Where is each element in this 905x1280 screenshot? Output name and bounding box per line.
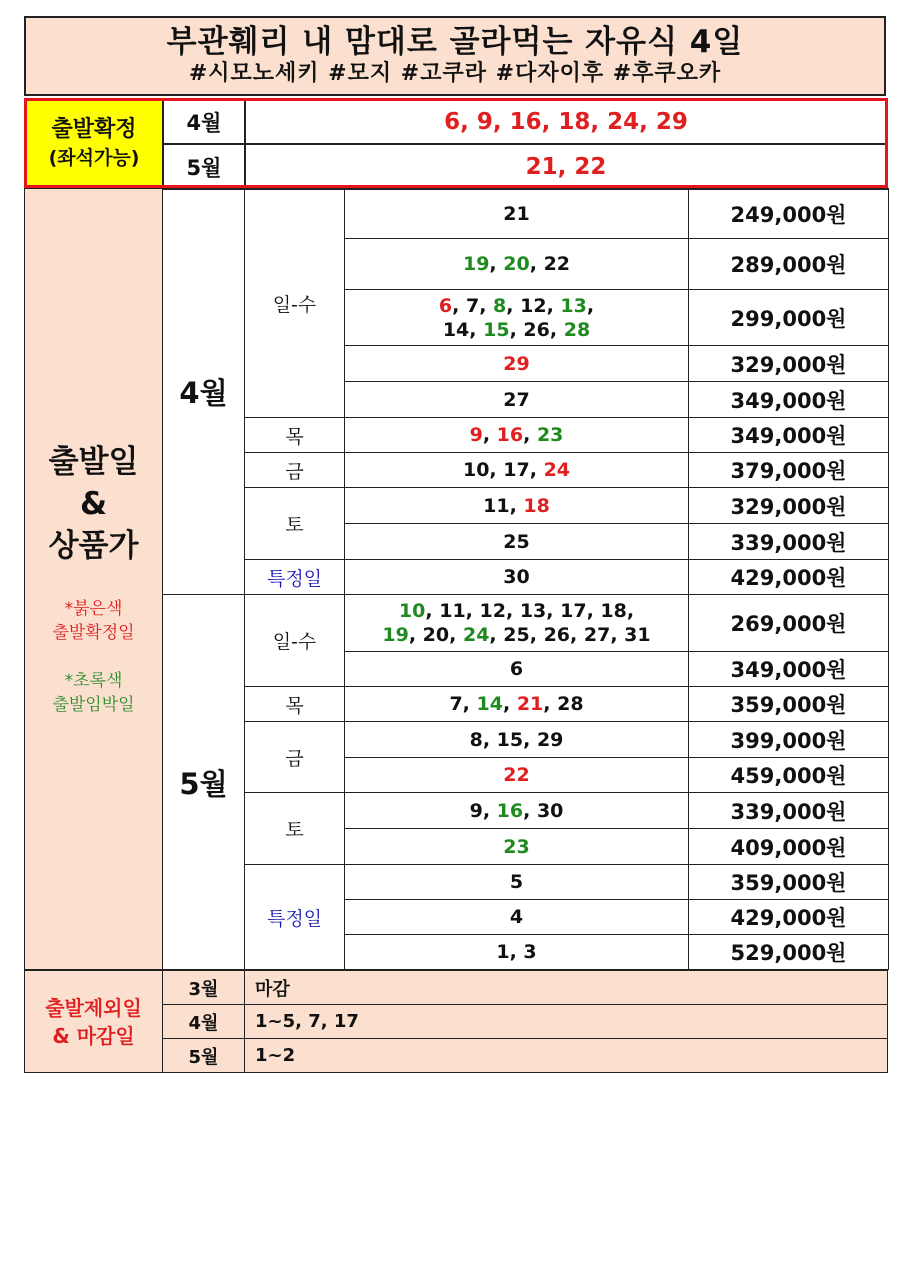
price-cell: 359,000원 bbox=[689, 865, 889, 900]
departure-date: 25 bbox=[503, 624, 530, 646]
departure-date: 1 bbox=[496, 941, 510, 963]
weekday-label: 목 bbox=[245, 687, 345, 722]
departure-date: 13 bbox=[519, 600, 547, 622]
departure-date: 25 bbox=[503, 530, 530, 553]
price-cell: 379,000원 bbox=[689, 453, 889, 488]
price-cell: 269,000원 bbox=[689, 595, 889, 652]
departure-date: 14 bbox=[476, 693, 503, 715]
closed-month: 3월 bbox=[163, 971, 245, 1005]
legend-red-line: *붉은색 bbox=[64, 599, 123, 619]
departure-date: 21 bbox=[516, 693, 544, 715]
departure-dates-cell bbox=[345, 758, 689, 793]
departure-price-label bbox=[25, 189, 163, 970]
departure-date: 19 bbox=[382, 624, 409, 646]
departure-date: 5 bbox=[509, 871, 524, 893]
departure-date: 7 bbox=[449, 693, 463, 715]
side-title-line: 상품가 bbox=[48, 528, 139, 564]
special-day-label: 특정일 bbox=[245, 865, 345, 970]
departure-date: 8 bbox=[493, 294, 507, 317]
price-cell: 399,000원 bbox=[689, 722, 889, 758]
departure-date: 6 bbox=[509, 658, 524, 680]
departure-date: 20 bbox=[422, 624, 450, 646]
departure-date: 28 bbox=[557, 693, 584, 715]
departure-date: 31 bbox=[624, 624, 651, 646]
closed-month: 5월 bbox=[163, 1039, 245, 1073]
price-cell: 349,000원 bbox=[689, 652, 889, 687]
departure-dates-cell bbox=[345, 382, 689, 418]
departure-date: 22 bbox=[543, 253, 571, 275]
departure-date: 15 bbox=[483, 318, 510, 341]
weekday-label: 금 bbox=[245, 453, 345, 488]
departure-date: 22 bbox=[503, 764, 530, 786]
weekday-label: 금 bbox=[245, 722, 345, 793]
departure-dates-cell: 9, 16, 30 bbox=[345, 793, 689, 829]
departure-date: 24 bbox=[543, 459, 571, 481]
departure-date: 4 bbox=[509, 906, 524, 928]
departure-date: 19 bbox=[462, 253, 490, 275]
departure-dates-cell bbox=[345, 560, 689, 595]
departure-dates-cell bbox=[345, 829, 689, 865]
price-cell: 299,000원 bbox=[689, 290, 889, 346]
side-title-line: 출발일 bbox=[48, 444, 139, 480]
page-title: 부관훼리 내 맘대로 골라먹는 자유식 4일 bbox=[166, 24, 744, 60]
price-cell: 529,000원 bbox=[689, 935, 889, 970]
departure-date: 15 bbox=[496, 728, 524, 751]
departure-dates-cell: 8, 15, 29 bbox=[345, 722, 689, 758]
price-cell: 339,000원 bbox=[689, 793, 889, 829]
closed-label-line: & 마감일 bbox=[52, 1023, 135, 1048]
weekday-label: 일-수 bbox=[245, 189, 345, 418]
confirmed-label-main: 출발확정 bbox=[51, 117, 137, 142]
departure-date: 10 bbox=[462, 459, 490, 481]
confirmed-month: 4월 bbox=[163, 99, 245, 144]
weekday-label: 목 bbox=[245, 418, 345, 453]
closed-label-line: 출발제외일 bbox=[45, 995, 142, 1020]
departure-date: 23 bbox=[503, 835, 530, 858]
departure-date: 30 bbox=[536, 799, 564, 822]
confirmed-dates: 21, 22 bbox=[245, 144, 887, 189]
departure-date: 6 bbox=[438, 294, 453, 317]
schedule-price-table bbox=[24, 188, 889, 970]
price-cell: 409,000원 bbox=[689, 829, 889, 865]
departure-dates-cell: 19, 20, 22 bbox=[345, 239, 689, 290]
price-cell: 459,000원 bbox=[689, 758, 889, 793]
confirmed-label-sub: (좌석가능) bbox=[48, 147, 140, 169]
departure-dates-cell bbox=[345, 652, 689, 687]
departure-date: 28 bbox=[563, 318, 591, 341]
departure-date: 21 bbox=[503, 202, 530, 225]
departure-date: 27 bbox=[583, 624, 611, 646]
price-cell: 249,000원 bbox=[689, 189, 889, 239]
closed-label bbox=[25, 971, 163, 1073]
departure-date: 9 bbox=[469, 424, 483, 446]
departure-date: 29 bbox=[536, 728, 564, 751]
closed-month: 4월 bbox=[163, 1005, 245, 1039]
departure-date: 3 bbox=[523, 941, 537, 963]
departure-date: 26 bbox=[543, 624, 571, 646]
departure-date: 12 bbox=[479, 600, 506, 622]
legend-red-line: 출발확정일 bbox=[52, 623, 135, 643]
closed-value: 1~5, 7, 17 bbox=[245, 1005, 888, 1039]
departure-dates-cell: 10, 17, 24 bbox=[345, 453, 689, 488]
departure-date: 14 bbox=[442, 318, 470, 341]
departure-date: 7 bbox=[465, 294, 480, 317]
departure-dates-cell: 1, 3 bbox=[345, 935, 689, 970]
special-day-label: 특정일 bbox=[245, 560, 345, 595]
departure-date: 23 bbox=[536, 424, 564, 446]
departure-dates-cell: 7, 14, 21, 28 bbox=[345, 687, 689, 722]
page-header bbox=[24, 16, 886, 96]
side-title-line: & bbox=[79, 486, 108, 522]
departure-dates-cell: 11, 18 bbox=[345, 488, 689, 524]
departure-date: 8 bbox=[469, 728, 483, 751]
closed-dates-table bbox=[24, 970, 888, 1073]
departure-dates-cell bbox=[345, 524, 689, 560]
departure-date: 30 bbox=[503, 566, 530, 588]
legend-notes bbox=[25, 597, 162, 717]
price-cell: 349,000원 bbox=[689, 382, 889, 418]
price-cell: 339,000원 bbox=[689, 524, 889, 560]
price-cell: 359,000원 bbox=[689, 687, 889, 722]
price-cell: 329,000원 bbox=[689, 488, 889, 524]
departure-date: 11 bbox=[483, 494, 510, 517]
departure-dates-cell bbox=[345, 346, 689, 382]
legend-green-line: 출발임박일 bbox=[52, 695, 135, 715]
departure-date: 9 bbox=[469, 799, 483, 822]
departure-dates-cell: 9, 16, 23 bbox=[345, 418, 689, 453]
departure-date: 24 bbox=[462, 624, 490, 646]
departure-date: 18 bbox=[600, 600, 627, 622]
departure-date: 17 bbox=[560, 600, 587, 622]
departure-date: 18 bbox=[523, 494, 550, 517]
confirmed-departures-table bbox=[24, 98, 888, 190]
confirmed-label bbox=[25, 99, 163, 189]
departure-dates-cell bbox=[345, 865, 689, 900]
legend-green-line: *초록색 bbox=[64, 671, 123, 691]
month-label: 5월 bbox=[163, 595, 245, 970]
price-cell: 349,000원 bbox=[689, 418, 889, 453]
departure-date: 16 bbox=[496, 424, 524, 446]
departure-date: 20 bbox=[503, 253, 530, 275]
departure-dates-cell bbox=[345, 900, 689, 935]
departure-dates-cell: 6, 7, 8, 12, 13, 14, 15, 26, 28 bbox=[345, 290, 689, 346]
confirmed-dates: 6, 9, 16, 18, 24, 29 bbox=[245, 99, 887, 144]
price-cell: 429,000원 bbox=[689, 900, 889, 935]
month-label: 4월 bbox=[163, 189, 245, 595]
departure-date: 10 bbox=[398, 600, 426, 622]
confirmed-month: 5월 bbox=[163, 144, 245, 189]
hashtag-line: #시모노세키 #모지 #고쿠라 #다자이후 #후쿠오카 bbox=[188, 61, 722, 86]
weekday-label: 토 bbox=[245, 793, 345, 865]
departure-date: 27 bbox=[503, 388, 530, 411]
weekday-label: 일-수 bbox=[245, 595, 345, 687]
departure-date: 29 bbox=[503, 352, 530, 375]
departure-date: 16 bbox=[496, 799, 524, 822]
closed-value: 1~2 bbox=[245, 1039, 888, 1073]
price-cell: 329,000원 bbox=[689, 346, 889, 382]
departure-date: 26 bbox=[523, 318, 550, 341]
departure-dates-cell: 10, 11, 12, 13, 17, 18, 19, 20, 24, 25, 26, 27, 31 bbox=[345, 595, 689, 652]
price-cell: 429,000원 bbox=[689, 560, 889, 595]
weekday-label: 토 bbox=[245, 488, 345, 560]
departure-dates-cell bbox=[345, 189, 689, 239]
departure-date: 11 bbox=[439, 600, 466, 622]
departure-date: 12 bbox=[520, 294, 547, 317]
closed-value: 마감 bbox=[245, 971, 888, 1005]
departure-date: 13 bbox=[560, 294, 587, 317]
price-cell: 289,000원 bbox=[689, 239, 889, 290]
departure-date: 17 bbox=[503, 459, 530, 481]
